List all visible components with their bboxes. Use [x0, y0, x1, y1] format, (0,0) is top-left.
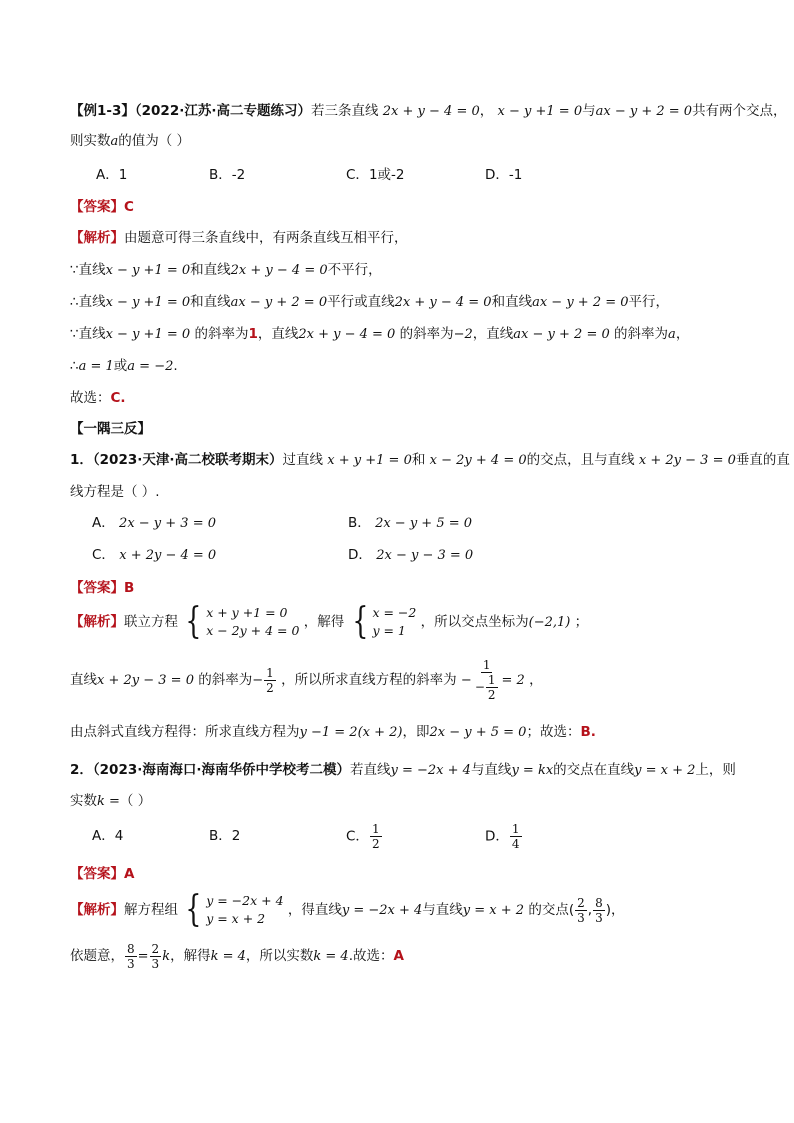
text: 的交点( — [528, 902, 575, 918]
equation: k = 4 — [313, 949, 349, 964]
p1-analysis-1 — [70, 602, 588, 643]
option-label: C． — [92, 547, 115, 563]
equation: 2x + y − 4 = 0 — [298, 327, 396, 342]
example-analysis-2 — [70, 260, 382, 281]
option-label: A． — [96, 167, 119, 183]
p1-analysis-3 — [70, 722, 596, 743]
problem-source: （2023·天津·高二校联考期末） — [92, 452, 283, 468]
equation: y = −2x + 4 — [390, 763, 471, 778]
text: 不平行， — [327, 262, 382, 278]
fraction — [575, 896, 587, 925]
text: 的交点，且与直线 — [526, 452, 635, 468]
equation-system — [182, 889, 284, 930]
text: ， — [675, 326, 690, 342]
answer-label: 【答案】 — [70, 866, 124, 882]
equation: x + y +1 = 0 — [327, 453, 412, 468]
sign: − — [460, 673, 472, 688]
example-analysis-4 — [70, 324, 689, 345]
text: 的斜率为 — [399, 326, 454, 342]
option-value: 2 — [231, 828, 241, 844]
equation: 2x + y − 4 = 0 — [230, 263, 328, 278]
option-value: -2 — [231, 167, 246, 183]
equation-system — [182, 601, 300, 642]
option-label: D． — [485, 167, 509, 183]
p1-option-a — [92, 513, 216, 534]
text: ，解得 — [170, 948, 211, 964]
text: ∴直线 — [70, 294, 106, 310]
text: 若直线 — [350, 762, 391, 778]
analysis-label: 【解析】 — [70, 230, 124, 246]
option-b — [209, 165, 245, 185]
option-value: 2x − y + 5 = 0 — [375, 516, 473, 531]
text: 和直线 — [491, 294, 533, 310]
text: ； — [574, 614, 589, 630]
sign: − — [474, 680, 485, 694]
option-label: B． — [209, 167, 232, 183]
system-row: y = x + 2 — [206, 911, 266, 926]
numerator: 1 — [487, 673, 496, 687]
p2-answer — [70, 864, 134, 884]
example-answer — [70, 197, 134, 217]
example-source: （2022·江苏·高二专题练习） — [134, 103, 311, 119]
text: 平行， — [628, 294, 670, 310]
denominator: 2 — [487, 688, 496, 702]
equation: x − y +1 = 0 — [497, 104, 583, 119]
text: ，直线 — [257, 326, 299, 342]
example-tag: 【例1-3】 — [70, 103, 135, 119]
numerator: 8 — [595, 895, 603, 910]
text: 与 — [582, 103, 596, 119]
equation: 2x − y + 5 = 0 — [429, 725, 527, 740]
answer-label: 【答案】 — [70, 199, 124, 215]
p2-analysis-1 — [70, 890, 624, 931]
text: ；故选： — [526, 724, 581, 740]
text: .故选： — [348, 948, 394, 964]
p2-option-b — [209, 826, 240, 846]
p1-answer — [70, 578, 134, 598]
example-pick — [70, 388, 126, 408]
p1-option-b — [348, 513, 472, 534]
option-label: A． — [92, 515, 115, 531]
text: ，所以实数 — [245, 948, 314, 964]
text: 的交点在直线 — [553, 762, 635, 778]
text: 平行或直线 — [327, 294, 395, 310]
text: （ ） — [119, 793, 152, 809]
equation: x + 2y − 3 = 0 — [97, 673, 194, 688]
option-value: 2x − y − 3 = 0 — [376, 548, 474, 563]
text: 垂直的直 — [735, 452, 790, 468]
option-label: D． — [485, 828, 509, 845]
text: . — [173, 358, 178, 374]
equation: ax − y + 2 = 0 — [532, 295, 629, 310]
pick-answer: B. — [580, 724, 596, 740]
slope-value: 1 — [248, 326, 258, 342]
equation: a = 1 — [78, 359, 114, 374]
problem2-line-2 — [70, 791, 151, 812]
answer-label: 【答案】 — [70, 580, 124, 596]
pick-answer: C. — [110, 390, 126, 406]
numerator: 2 — [151, 941, 160, 956]
text: ，直线 — [472, 326, 514, 342]
answer-value: B — [124, 580, 135, 596]
equation: x − y +1 = 0 — [105, 295, 191, 310]
point: (−2,1) — [528, 615, 571, 630]
denominator: 4 — [511, 837, 520, 851]
p1-option-c — [92, 545, 216, 566]
text: ， — [479, 103, 494, 119]
brace-icon: { — [185, 601, 202, 642]
option-d — [485, 165, 522, 185]
text: ∵直线 — [70, 326, 106, 342]
system-row: y = 1 — [372, 623, 406, 638]
problem2-line-1 — [70, 760, 736, 781]
text: 与直线 — [422, 902, 463, 918]
denominator: 3 — [577, 910, 585, 925]
system-row: x + y +1 = 0 — [206, 605, 288, 620]
numerator: 1 — [371, 822, 380, 836]
section-title: 【一隅三反】 — [70, 421, 151, 437]
denominator: 3 — [595, 910, 603, 925]
complex-fraction — [473, 658, 501, 702]
system-row: x − 2y + 4 = 0 — [206, 623, 300, 638]
option-label: A． — [92, 828, 115, 844]
numerator: 1 — [511, 822, 520, 836]
text: 则实数 — [70, 133, 111, 149]
equation: x − y +1 = 0 — [105, 327, 191, 342]
example-analysis-3 — [70, 292, 669, 313]
equation: x − y +1 = 0 — [105, 263, 191, 278]
answer-value: A — [124, 866, 135, 882]
text: ，即 — [402, 724, 430, 740]
system-row: y = −2x + 4 — [206, 893, 284, 908]
text: 过直线 — [282, 452, 323, 468]
text: 与直线 — [470, 762, 512, 778]
option-label: B． — [348, 515, 371, 531]
slope-value: −2 — [453, 327, 473, 342]
option-value: 4 — [114, 828, 124, 844]
fraction — [510, 822, 522, 851]
option-value: 1 — [118, 167, 128, 183]
denominator: 2 — [266, 680, 274, 695]
text: 的斜率为 — [194, 326, 249, 342]
equation: y = x + 2 — [462, 903, 525, 918]
text: 线方程是（ ）. — [70, 484, 160, 500]
option-label: B． — [209, 828, 232, 844]
equation: k = 4 — [210, 949, 246, 964]
equation: y = −2x + 4 — [341, 903, 423, 918]
equation: x + 2y − 3 = 0 — [638, 453, 736, 468]
option-value: x + 2y − 4 = 0 — [119, 548, 217, 563]
text: )， — [605, 902, 625, 918]
equation: y −1 = 2(x + 2) — [299, 725, 403, 740]
text: 实数 — [70, 793, 97, 809]
fraction — [264, 666, 276, 695]
option-label: D． — [348, 547, 372, 563]
example-analysis-5 — [70, 356, 178, 377]
numerator: 1 — [482, 658, 491, 672]
equation: k = — [97, 794, 120, 809]
text: ∵直线 — [70, 262, 106, 278]
example-question-line-2 — [70, 131, 190, 152]
option-a — [96, 165, 127, 185]
analysis-label: 【解析】 — [70, 614, 124, 630]
text: ，解得 — [303, 614, 345, 630]
pick-answer: A — [393, 948, 404, 964]
equation: y = kx — [511, 763, 554, 778]
example-question-line-1 — [70, 101, 787, 122]
p2-option-c — [346, 822, 383, 851]
fraction — [593, 896, 605, 925]
example-analysis-1 — [70, 228, 408, 248]
denominator: 3 — [127, 956, 135, 971]
text: 的斜率为 — [614, 326, 669, 342]
equation: 2x + y − 4 = 0 — [382, 104, 480, 119]
text: 的斜率为 — [198, 672, 253, 688]
brace-icon: { — [351, 601, 369, 642]
equation: 2x + y − 4 = 0 — [394, 295, 492, 310]
p2-option-a — [92, 826, 123, 846]
text: 联立方程 — [124, 614, 178, 630]
option-value: -1 — [508, 167, 523, 183]
denominator: 2 — [371, 837, 380, 851]
text: 和直线 — [190, 262, 231, 278]
equation: a = −2 — [127, 359, 174, 374]
problem1-line-1 — [70, 450, 790, 471]
option-value: 2x − y + 3 = 0 — [119, 516, 217, 531]
p1-analysis-2 — [70, 658, 543, 703]
option-label: C． — [346, 828, 369, 845]
text: ∴ — [70, 358, 79, 374]
option-label: C． — [346, 167, 369, 183]
p2-option-d — [485, 822, 523, 851]
numerator: 2 — [577, 895, 585, 910]
numerator: 8 — [127, 941, 135, 956]
text: ，所以交点坐标为 — [420, 614, 529, 630]
numerator: 1 — [266, 665, 274, 680]
p1-option-d — [348, 545, 473, 566]
text: ，所以所求直线方程的斜率为 — [281, 672, 457, 688]
solution-system — [349, 601, 417, 642]
sign: = — [137, 949, 149, 964]
sign: − — [252, 673, 264, 688]
text: 由题意可得三条直线中，有两条直线互相平行， — [124, 230, 408, 246]
equation: y = x + 2 — [634, 763, 696, 778]
text: 依题意， — [70, 948, 124, 964]
text: 直线 — [70, 672, 97, 688]
text: 和 — [411, 452, 426, 468]
variable: k — [162, 949, 171, 964]
problem-source: （2023·海南海口·海南华侨中学校考二模） — [92, 762, 350, 778]
text: 共有两个交点， — [692, 103, 787, 119]
text: 的值为（ ） — [118, 133, 191, 149]
fraction — [150, 942, 162, 971]
problem-number: 1． — [70, 452, 93, 468]
text: 由点斜式直线方程得：所求直线方程为 — [70, 724, 300, 740]
p2-analysis-2 — [70, 938, 404, 975]
variable: a — [668, 327, 676, 342]
text: 上，则 — [695, 762, 736, 778]
problem-number: 2． — [70, 762, 93, 778]
text: ，得直线 — [287, 902, 342, 918]
text: 或 — [113, 358, 128, 374]
analysis-label: 【解析】 — [70, 902, 124, 918]
brace-icon: { — [185, 889, 202, 930]
fraction — [125, 942, 137, 971]
denominator: 3 — [151, 956, 160, 971]
text: 故选： — [70, 390, 111, 406]
denominator — [473, 673, 501, 702]
answer-value: C — [124, 199, 134, 215]
equation: x − 2y + 4 = 0 — [429, 453, 527, 468]
option-value: 1或-2 — [368, 167, 405, 183]
system-row: x = −2 — [372, 605, 417, 620]
variable: a — [110, 134, 119, 149]
text: , — [587, 902, 593, 918]
equation: ax − y + 2 = 0 — [595, 104, 693, 119]
text: ， — [529, 672, 543, 688]
equation: ax − y + 2 = 0 — [230, 295, 328, 310]
equation: ax − y + 2 = 0 — [513, 327, 610, 342]
fraction — [370, 822, 382, 851]
text: 和直线 — [190, 294, 231, 310]
text: 若三条直线 — [310, 103, 379, 119]
fraction — [486, 673, 498, 702]
problem1-line-2 — [70, 482, 160, 502]
equation: = 2 — [501, 673, 525, 688]
option-c — [346, 165, 405, 185]
text: 解方程组 — [124, 902, 178, 918]
